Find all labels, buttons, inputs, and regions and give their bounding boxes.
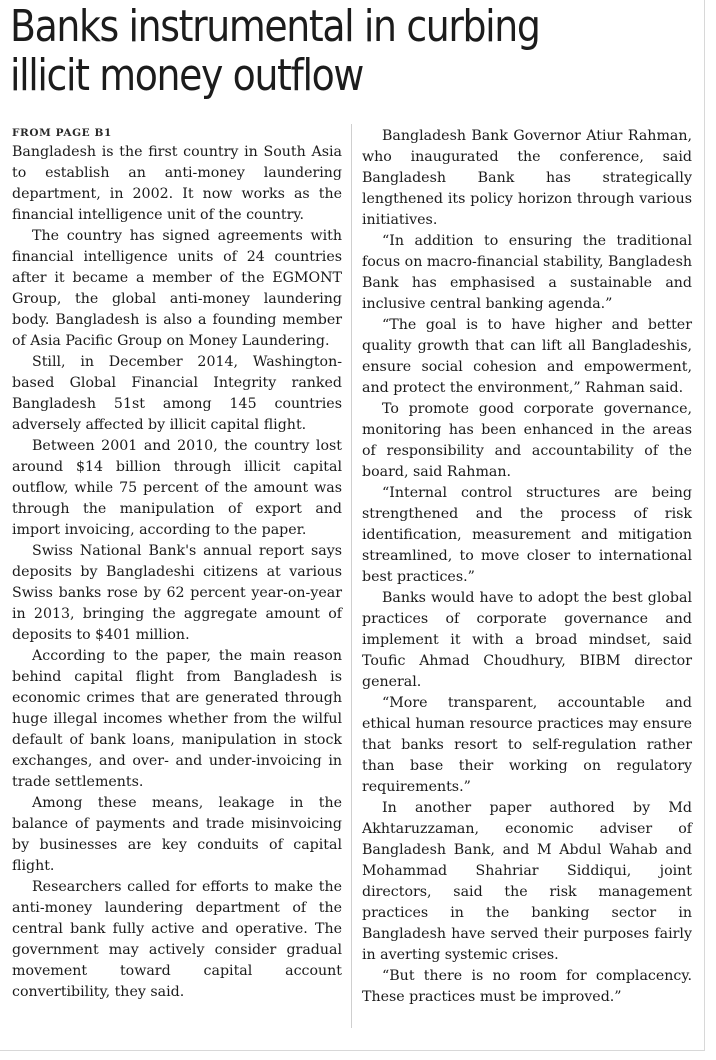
paragraph: “But there is no room for complacency. These practices must be improved.” [362,968,692,1005]
headline [10,2,698,100]
paragraph: According to the paper, the main reason behind capital flight from Bangladesh is economic crimes that are generated through huge illegal incomes whether from the wilful default of bank loans, manipulation in stock exchanges, and over- and under-invoicing in trade settlements. [12,648,342,790]
paragraph: In another paper authored by Md Akhtaruzzaman, economic adviser of Bangladesh Bank, and M Abdul Wahab and Mohammad Shahriar Siddiqui, joint directors, said the risk management practices in the banking sector in Bangladesh have served their purposes fairly in averting systemic crises. [362,800,692,963]
paragraph: Between 2001 and 2010, the country lost around $14 billion through illicit capital outflow, while 75 percent of the amount was through the manipulation of export and import invoicing, according to the paper. [12,438,342,538]
headline-line-1: Banks instrumental in curbing [10,1,540,52]
column-divider [351,124,352,1028]
paragraph: “More transparent, accountable and ethical human resource practices may ensure that banks resort to self-regulation rather than base their working on regulatory requirements.” [362,695,692,795]
paragraph: “In addition to ensuring the traditional focus on macro-financial stability, Bangladesh Bank has emphasised a sustainable and inclusive central banking agenda.” [362,233,692,312]
paragraph: Bangladesh is the first country in South Asia to establish an anti-money laundering department, in 2002. It now works as the financial intelligence unit of the country. [12,144,342,223]
paragraph: The country has signed agreements with financial intelligence units of 24 countries after it became a member of the EGMONT Group, the global anti-money laundering body. Bangladesh is also a founding member of Asia Pacific Group on Money Laundering. [12,228,342,349]
paragraph: Still, in December 2014, Washington-based Global Financial Integrity ranked Bangladesh 51st among 145 countries adversely affected by illicit capital flight. [12,354,342,433]
paragraph: Banks would have to adopt the best global practices of corporate governance and implement it with a broad mindset, said Toufic Ahmad Choudhury, BIBM director general. [362,590,692,690]
left-column [12,142,342,1003]
headline-line-2: illicit money outflow [10,50,363,101]
paragraph: Among these means, leakage in the balance of payments and trade misinvoicing by businesses are key conduits of capital flight. [12,795,342,874]
paragraph: “The goal is to have higher and better quality growth that can lift all Bangladeshis, ensure social cohesion and empowerment, and protect the environment,” Rahman said. [362,317,692,396]
right-column [362,126,692,1008]
paragraph: Bangladesh Bank Governor Atiur Rahman, who inaugurated the conference, said Bangladesh Bank has strategically lengthened its policy horizon through various initiatives. [362,128,692,228]
paragraph: To promote good corporate governance, monitoring has been enhanced in the areas of responsibility and accountability of the board, said Rahman. [362,401,692,480]
from-page-label: FROM PAGE B1 [12,127,112,139]
paragraph: Researchers called for efforts to make the anti-money laundering department of the central bank fully active and operative. The government may actively consider gradual movement toward capital account convertibility, they said. [12,879,342,1000]
paragraph: “Internal control structures are being strengthened and the process of risk identification, measurement and mitigation streamlined, to move closer to international best practices.” [362,485,692,585]
paragraph: Swiss National Bank's annual report says deposits by Bangladeshi citizens at various Swiss banks rose by 62 percent year-on-year in 2013, bringing the aggregate amount of deposits to $401 million. [12,543,342,643]
